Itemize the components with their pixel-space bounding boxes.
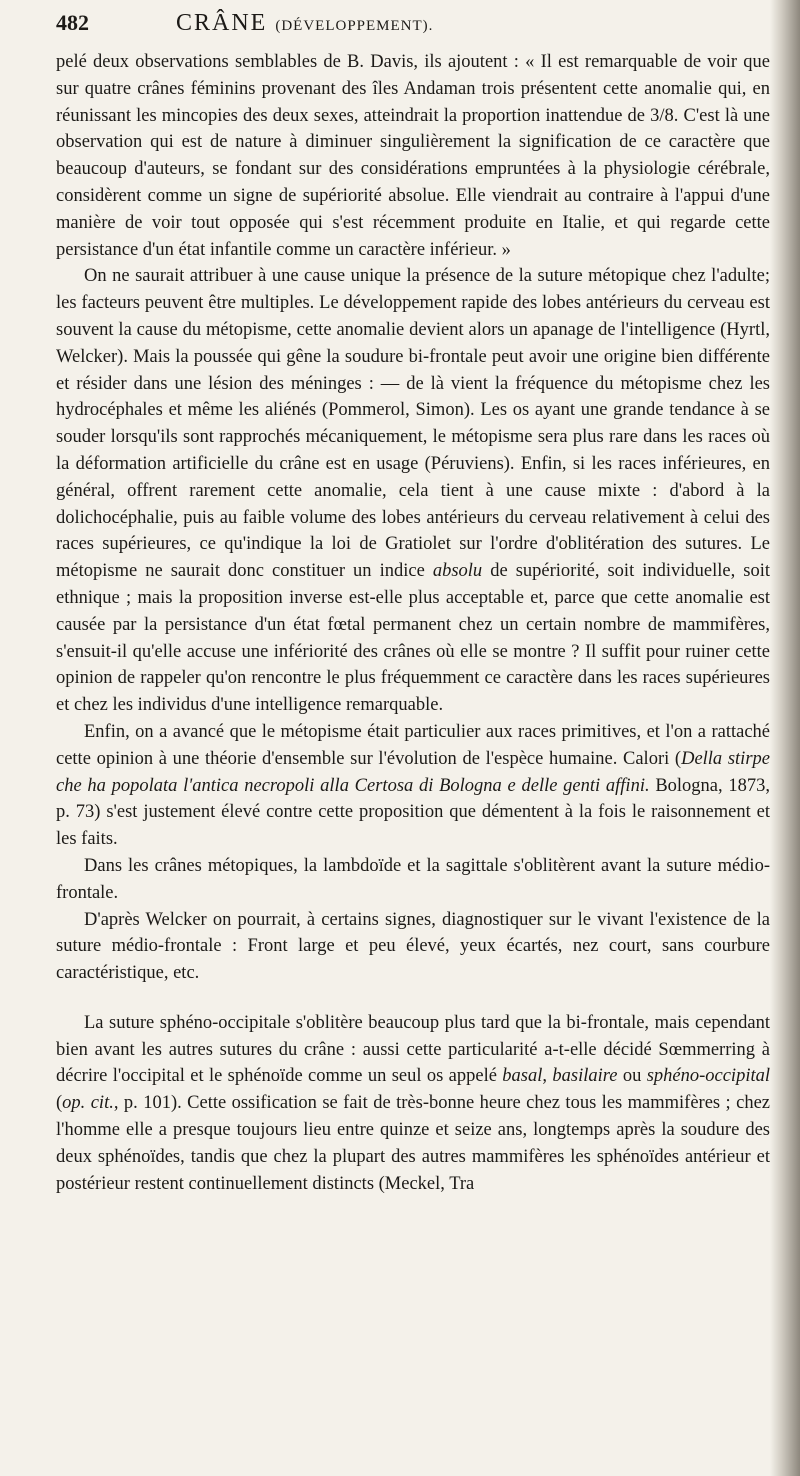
page-header (56, 10, 760, 42)
paragraph-3 (56, 719, 770, 853)
paragraph-6-italic-opcit: op. cit. (62, 1093, 114, 1114)
paragraph-6-italic-spheno: sphéno-occipital (646, 1066, 770, 1087)
paragraph-6-text-a: La suture sphéno-occipitale s'oblitère beaucoup plus tard que la bi-frontale, mais cependant bien avant les autres sutures du crâne : aussi cette particularité a-t-elle décidé Sœmmerring à décrire l'occipital et le sphénoïde comme un seul os appelé (56, 1012, 770, 1087)
paragraph-6-text-c: ou (617, 1066, 647, 1087)
paragraph-6-text-e: , p. 101). Cette ossification se fait de très-bonne heure chez tous les mammifères ; chez l'homme elle a presque toujours lieu entre quinze et seize ans, longtemps après la soudure des deux sphénoïdes, tandis que chez la plupart des autres mammifères les sphénoïdes antérieur et postérieur restent continuellement distincts (Meckel, Tra (56, 1093, 770, 1194)
paragraph-2-text-b: de supériorité, soit individuelle, soit ethnique ; mais la proposition inverse est-elle plus acceptable et, parce que cette anomalie est causée par la persistance d'un état fœtal permanent chez un certain nombre de mammifères, s'ensuit-il qu'elle accuse une infériorité des crânes où elle se montre ? Il suffit pour ruiner cette opinion de rappeler qu'on rencontre le plus fréquemment ce caractère dans les races supérieures et chez les individus d'une intelligence remarquable. (56, 561, 771, 716)
paragraph-3-text-a: Enfin, on a avancé que le métopisme était particulier aux races primitives, et l'on a rattaché cette opinion à une théorie d'ensemble sur l'évolution de l'espèce humaine. Calori ( (56, 721, 770, 769)
paragraph-6 (56, 1010, 770, 1198)
paragraph-2-text-a: On ne saurait attribuer à une cause unique la présence de la suture métopique chez l'adulte; les facteurs peuvent être multiples. Le développement rapide des lobes antérieurs du cerveau est souvent la cause du métopisme, cette anomalie devient alors un apanage de l'intelligence (Hyrtl, Welcker). Mais la poussée qui gêne la soudure bi-frontale peut avoir une origine bien différente et résider dans une lésion des méninges : — de là vient la fréquence du métopisme chez les hydrocéphales et même les aliénés (Pommerol, Simon). Les os ayant une grande tendance à se souder lorsqu'ils sont rapprochés mécaniquement, le métopisme sera plus rare dans les races où la déformation artificielle du crâne est en usage (Péruviens). Enfin, si les races inférieures, en général, offrent rarement cette anomalie, cela tient à une cause mixte : d'abord à la dolichocéphalie, puis au faible volume des lobes antérieurs du cerveau relativement à celui des races supérieures, ce qu'indique la loi de Gratiolet sur l'ordre d'oblitération des sutures. Le métopisme ne saurait donc constituer un indice (56, 266, 770, 582)
paragraph-6-text-d: ( (56, 1093, 63, 1114)
page-number: 482 (56, 10, 89, 35)
paragraph-2-italic: absolu (432, 561, 483, 582)
page-edge-shadow (770, 0, 800, 1476)
paragraph-2 (56, 263, 770, 719)
paragraph-5: D'après Welcker on pourrait, à certains signes, diagnostiquer sur le vivant l'existence de la suture médio-frontale : Front large et peu élevé, yeux écartés, nez court, sans courbure caractéristique, etc. (56, 909, 770, 984)
paragraph-6-italic-basilaire: basilaire (552, 1066, 618, 1087)
running-title-subtitle: (DÉVELOPPEMENT). (275, 18, 434, 34)
paragraph-6-text-b: , (542, 1066, 553, 1087)
running-title-main: CRÂNE (176, 10, 268, 36)
paragraph-4: Dans les crânes métopiques, la lambdoïde et la sagittale s'oblitèrent avant la suture médio-frontale. (56, 855, 770, 903)
body-text (56, 49, 770, 1197)
paragraph-3-citation: Della stirpe che ha popolata l'antica necropoli alla Certosa di Bologna e delle genti affini. (56, 748, 770, 796)
paragraph-3-text-b: Bologna, 1873, p. 73) s'est justement élevé contre cette proposition que démentent à la fois le raisonnement et les faits. (56, 775, 770, 850)
running-title (176, 10, 433, 37)
paragraph-6-italic-basal: basal (502, 1066, 543, 1087)
paragraph-1: pelé deux observations semblables de B. Davis, ils ajoutent : « Il est remarquable de voir que sur quatre crânes féminins provenant des îles Andaman trois présentent cette anomalie qui, en réunissant les mincopies des deux sexes, atteindrait la proportion inattendue de 3/8. C'est là une observation qui est de nature à diminuer singulièrement la signification de ce caractère que beaucoup d'auteurs, se fondant sur des considérations empruntées à la physiologie cérébrale, considèrent comme un signe de supériorité absolue. Elle viendrait au contraire à l'appui d'une manière de voir tout opposée qui s'est récemment produite en Italie, et qui regarde cette persistance d'un état infantile comme un caractère inférieur. » (56, 52, 770, 260)
